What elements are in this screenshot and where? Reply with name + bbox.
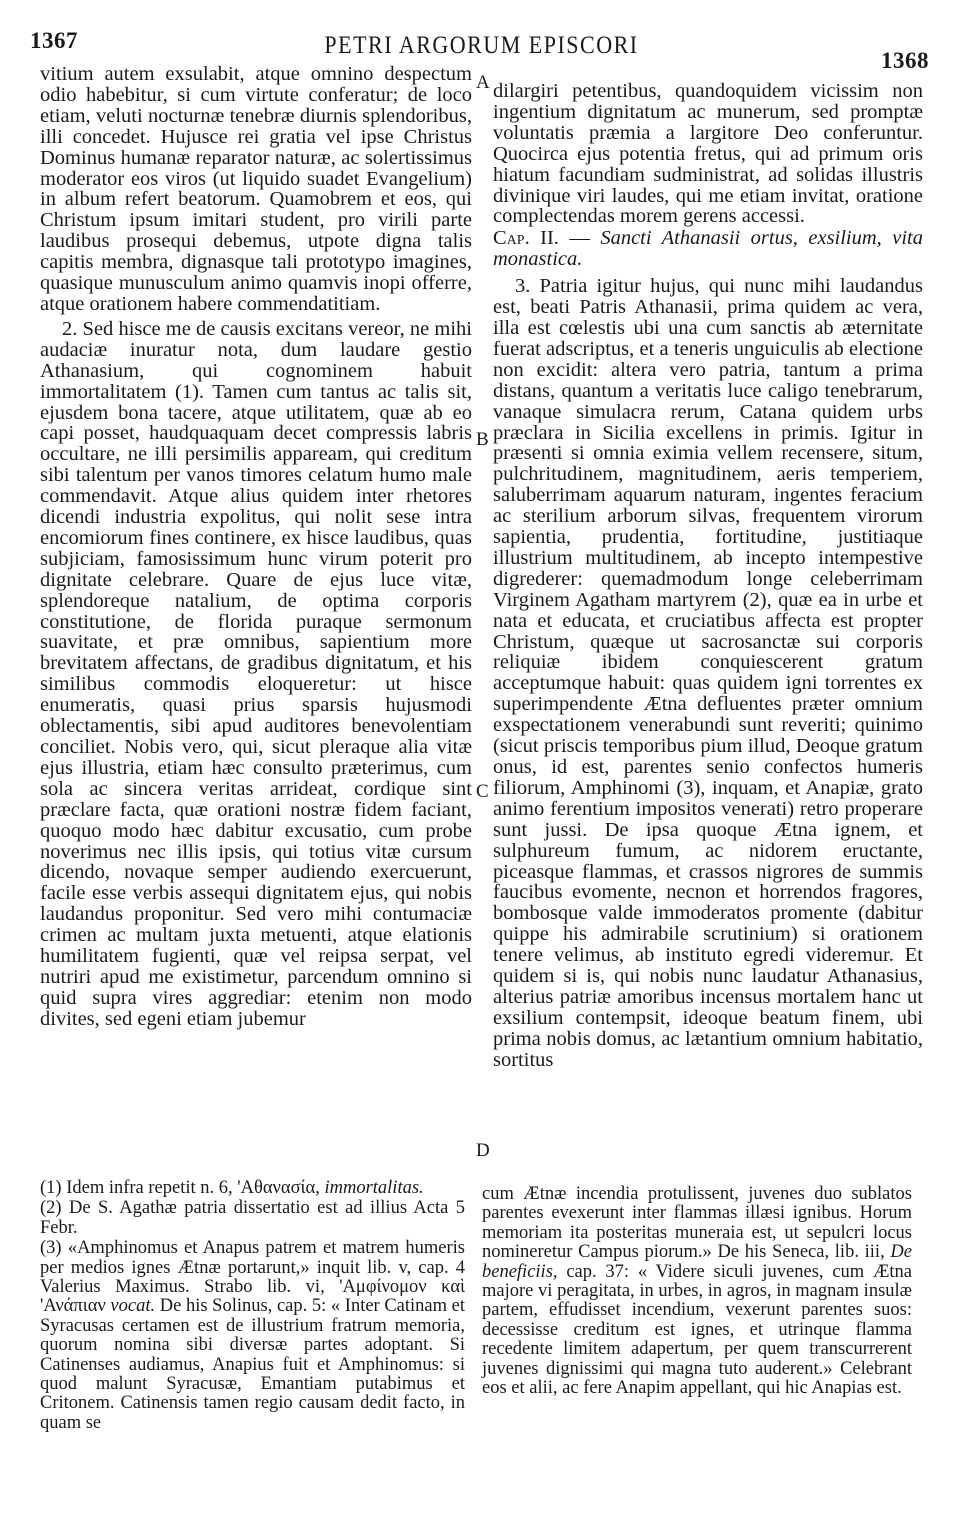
right-column	[493, 81, 923, 1071]
paragraph-3: 3. Patria igitur hujus, qui nunc mihi laudandus est, beati Patris Athanasii, prima quidem ac vera, illa est cœlestis ubi una cum sanctis ab æternitate fuerat adscriptus, et a teneris unguiculis ab electione non excidit: altera vero patria, tantum a prima distans, quantum a veritatis luce caligo tenebrarum, vanaque simulacra rerum, Catana quidem urbs præclara in Sicilia excellens in primis. Igitur in præsenti si omnia eximia vellem recensere, situm, pulchritudinem, magnitudinem, aeris temperiem, saluberrimam aquarum naturam, ingentes feracium ac sterilium arborum silvas, frequentem virorum sapientia, prudentia, fortitudine, justitiaque illustrium multitudinem, ab incepto intempestive digrederer: quemadmodum longe celeberrimam Virginem Agatham martyrem (2), quæ ea in urbe et nata et educata, et cruciatibus affecta est propter Christum, quæque ut sacrosanctæ sui corporis reliquiæ ibidem conquiescerent gratum acceptumque habuit: quas quidem igni torrentes ex superimpendente Ætna defluentes præter omnium exspectationem venerabundi sunt reveriti; quinimo (sicut priscis temporibus pium illud, Deoque gratum onus, id est, parentes senio confectos humeris filiorum, Amphinomi (3), inquam, et Anapiæ, grato animo ferentium impositos venerati) retro properare sunt jussi. De ipsa quoque Ætna ignem, et sulphureum fumum, ac nidorem eructante, piceasque flammas, et crassos nigrores de summis faucibus evomente, necnon et horrendos fragores, bombosque valde immoderatos promente (dabitur quippe his admirabile scrutinium) si orationem tenere velimus, ab instituto egredi videremur. Et quidem si is, qui nobis nunc laudatur Athanasius, alterius patriæ amoribus incensus mortalem hanc ut exsilium contempsit, ideoque beatum finem, ubi prima nobis domus, ac lætantium omnium habitatio, sortitus	[493, 275, 923, 1071]
footnote-1-text: (1) Idem infra repetit n. 6, 'Αθανασία,	[40, 1178, 320, 1198]
footnote-2: (2) De S. Agathæ patria dissertatio est ad illius Acta 5 Febr.	[40, 1198, 465, 1238]
running-head: PETRI ARGORUM EPISCORI	[324, 30, 639, 59]
page-number-right: 1368	[881, 48, 929, 73]
footnotes-right	[482, 1185, 912, 1398]
footnote-3-book-title: De beneficiis,	[482, 1242, 912, 1282]
chapter-label: Cap. II. —	[493, 227, 590, 250]
margin-letter-d: D	[476, 1140, 490, 1161]
footnote-3-vocat: vocat.	[110, 1296, 156, 1317]
footnote-1-italic: immortalitas.	[324, 1178, 424, 1198]
footnote-3-cont-a: cum Ætnæ incendia protulissent, juvenes duo sublatos parentes evexerunt inter flammas illæsi ignibus. Horum memoriam ita posteritas muneraia est, ut sepulcri locus nomineretur Campus piorum.» De his Seneca, lib. iii,	[482, 1184, 912, 1263]
page-number-left: 1367	[30, 28, 78, 53]
chapter-heading	[493, 228, 923, 270]
footnote-3	[40, 1239, 465, 1433]
margin-letter-a: A	[476, 72, 490, 93]
footnotes-left	[40, 1179, 465, 1433]
left-column	[40, 64, 472, 1030]
footnote-3-part-a: (3) «Amphinomus et Anapus patrem et matrem humeris per medios ignes Ætnæ portarunt,» inquit lib. v, cap. 4 Valerius Maximus. Strabo lib. vi, 'Αμφίνομον καὶ 'Ανάπιαν	[40, 1238, 465, 1317]
paragraph-2: 2. Sed hisce me de causis excitans vereor, ne mihi audaciæ inuratur nota, dum laudare gestio Athanasium, qui cognominem habuit immortalitatem (1). Tamen cum tantus ac talis sit, ejusdem bona tacere, atque utilitatem, quæ ab eo capi posset, haudquaquam decet compressis labris occultare, ne illi persimilis appaream, qui creditum sibi talentum per vanos timores celatum humo male commendavit. Atque alius quidem inter rhetores dicendi industria expolitus, qui nolit sese intra encomiorum fines continere, ex hisce laudibus, quas subjiciam, famosissimum hunc virum poterit pro dignitate celebrare. Quare de ejus luce vitæ, splendoreque natalium, de optima corporis constitutione, de florida puraque sermonum suavitate, et præ omnibus, sapientium more brevitatem affectans, de gradibus dignitatum, et his similibus commodis eloqueretur: ut hisce enumeratis, quasi prius sparsis hujusmodi oblectamentis, sibi apud auditores benevolentiam conciliet. Nobis vero, qui, sicut pleraque alia vitæ ejus illustria, etiam hæc consulto præterimus, cum sola ac sincera veritas arrideat, cordique sint præclare facta, quæ orationi nostræ fidem faciant, quoquo modo hæc dabitur excusatio, cum probe noverimus nec illis ipsis, qui totius vitæ cursum dicendo, novaque semper audiendo exercuerunt, facile esse verbis assequi dignitatem ejus, qui nobis laudandus proponitur. Sed vero mihi contumaciæ crimen ac multam juxta metuenti, atque elationis humilitatem fugienti, quæ vel reipsa serpat, vel nutriri apud me existimetur, parcendum omnino si quid supra vires aggrediar: etenim non modo divites, sed egeni etiam jubemur	[40, 317, 472, 1030]
paragraph-continuation: vitium autem exsulabit, atque omnino despectum odio habebitur, si cum virtute conferatur; de loco etiam, veluti nocturnæ tenebræ diurnis splendoribus, illi concedet. Hujusce rei gratia vel ipse Christus Dominus humanæ reparator naturæ, ac solertissimus moderator eos viros (ut liquido suadet Evangelium) in album refert beatorum. Quamobrem et eos, qui Christum ipsum imitari student, pro virili parte laudibus prosequi debemus, utpote digna talis capitis membra, dignasque tali prototypo imagines, quasique munusculum animo quamvis inopi offerre, atque orationem habere commendatitiam.	[40, 63, 472, 315]
margin-letter-b: B	[476, 429, 489, 450]
footnote-3-part-b: De his Solinus, cap. 5: « Inter Catinam et Syracusas certamen est de illustrium fratrum memoria, quorum nomina sibi diversæ partes adoptant. Si Catinenses audiamus, Anapius fuit et Amphinomus: si quod malunt Syracusæ, Emantiam putabimus et Critonem. Catinensis tamen regio causam dedit facto, in quam se	[40, 1296, 466, 1433]
chapter-title: Sancti Athanasii ortus, exsilium, vita monastica.	[493, 227, 923, 271]
footnote-1	[40, 1179, 465, 1198]
paragraph-continuation-right: dilargiri petentibus, quandoquidem vicissim non ingentium dignitatum ac munerum, sed promptæ voluntatis præmia a largitore Deo conferuntur. Quocirca ejus potentia fretus, qui ad primum oris hiatum facundiam sudministrat, ad solidas illustris divinique viri laudes, qui me etiam invitat, oratione complectendas morem gerens accessi.	[493, 80, 923, 228]
footnote-3-cont-b: cap. 37: « Videre siculi juvenes, cum Ætna majore vi peragitata, in urbes, in agros, in magnam insulæ partem, effudisset incendium, vexerunt parentes suos: decessisse creditum est ignes, et utrinque flamma recedente limitem adapertum, per quem transcurrerent juvenes dignissimi qui magna tuto auderent.» Celebrant eos et alii, ac fere Anapim appellant, qui hic Anapias est.	[482, 1261, 913, 1399]
margin-letter-c: C	[476, 781, 489, 802]
footnote-3-continuation	[482, 1185, 912, 1398]
